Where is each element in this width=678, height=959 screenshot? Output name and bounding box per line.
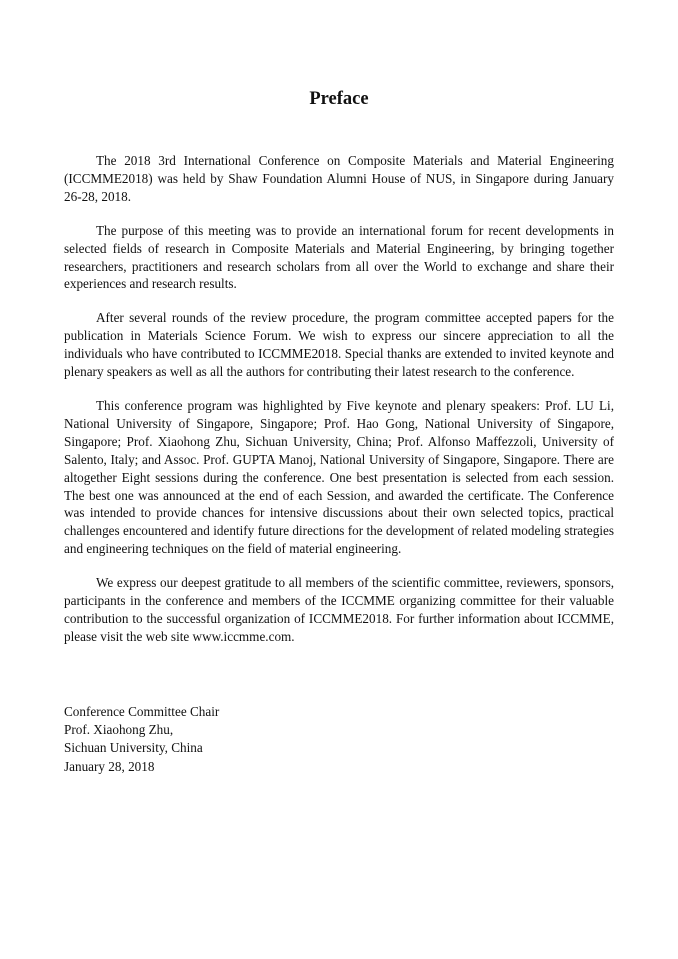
- paragraph-conference-intro: The 2018 3rd International Conference on Composite Materials and Material Engineering (ICCMME2018) was held by Shaw Foundation Alumni House of NUS, in Singapore during January 26-28, 2018.: [64, 153, 614, 204]
- page-title: Preface: [309, 89, 369, 109]
- preface-body: [64, 152, 614, 662]
- paragraph-purpose: The purpose of this meeting was to provide an international forum for recent developments in selected fields of research in Composite Materials and Material Engineering, by bringing together researchers, practitioners and research scholars from all over the World to exchange and share their experiences and research results.: [64, 222, 614, 292]
- signature-affiliation: Sichuan University, China: [64, 740, 203, 756]
- signature-date: January 28, 2018: [64, 758, 155, 774]
- signature-role: Conference Committee Chair: [64, 704, 220, 719]
- paragraph-gratitude: We express our deepest gratitude to all members of the scientific committee, reviewers, sponsors, participants in the conference and members of the ICCMME organizing committee for their valuable contribution to the successful organization of ICCMME2018. For further information about ICCMME, please visit the web site www.iccmme.com.: [64, 575, 614, 644]
- paragraph-program-highlights: This conference program was highlighted by Five keynote and plenary speakers: Prof. LU Li, National University of Singapore, Singapore; Prof. Hao Gong, National University of Singapore, Singapore; Prof. Xiaohong Zhu, Sichuan University, China; Prof. Alfonso Maffezzoli, University of Salento, Italy; and Assoc. Prof. GUPTA Manoj, National University of Singapore, Singapore. There are altogether Eight sessions during the conference. One best presentation is selected from each session. The best one was announced at the end of each Session, and awarded the certificate. The Conference was intended to provide chances for intensive discussions about their own selected topics, practical challenges encountered and identify future directions for the development of related modeling strategies and engineering techniques on the field of material engineering.: [64, 397, 614, 557]
- signature-block: [64, 703, 464, 776]
- signature-name: Prof. Xiaohong Zhu,: [64, 722, 174, 738]
- paragraph-review-procedure: After several rounds of the review procedure, the program committee accepted papers for the publication in Materials Science Forum. We wish to express our sincere appreciation to all the individuals who have contributed to ICCMME2018. Special thanks are extended to invited keynote and plenary speakers as well as all the authors for contributing their latest research to the conference.: [64, 310, 614, 380]
